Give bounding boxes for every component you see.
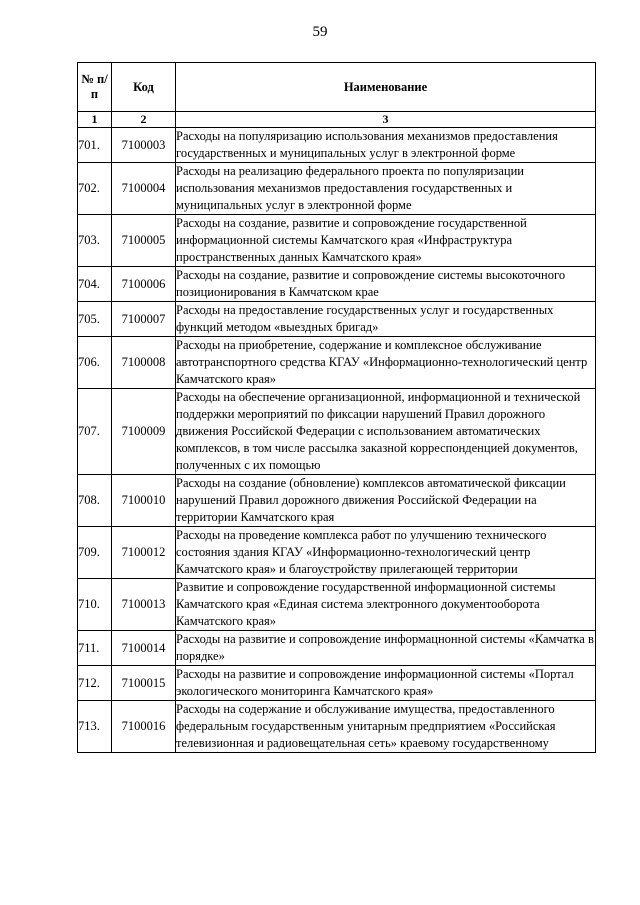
table-row (78, 267, 596, 302)
table-row (78, 701, 596, 753)
table-row (78, 389, 596, 475)
table-row (78, 579, 596, 631)
header-name: Наименование (176, 63, 596, 112)
table-row (78, 475, 596, 527)
table-row (78, 128, 596, 163)
row-number: 711. (78, 631, 112, 666)
row-code: 7100016 (112, 701, 176, 753)
table-row (78, 666, 596, 701)
row-number: 705. (78, 302, 112, 337)
table-row (78, 527, 596, 579)
row-code: 7100009 (112, 389, 176, 475)
row-name: Расходы на реализацию федерального проекта по популяризации использования механизмов предоставления государственных и муниципальных услуг в электронной форме (176, 163, 596, 215)
row-name: Расходы на приобретение, содержание и комплексное обслуживание автотранспортного средства КГАУ «Информационно-технологический центр Камчатского края» (176, 337, 596, 389)
table-body (78, 128, 596, 753)
row-name: Расходы на обеспечение организационной, информационной и технической поддержки мероприятий по фиксации нарушений Правил дорожного движения Российской Федерации с использованием автоматических комплексов, в том числе рассылка заказной корреспонденцией документов, полученных с их помощью (176, 389, 596, 475)
index-col-2: 2 (112, 112, 176, 128)
row-number: 703. (78, 215, 112, 267)
row-number: 708. (78, 475, 112, 527)
row-number: 701. (78, 128, 112, 163)
row-name: Расходы на предоставление государственных услуг и государственных функций методом «выездных бригад» (176, 302, 596, 337)
budget-codes-table (77, 62, 596, 753)
index-col-3: 3 (176, 112, 596, 128)
row-number: 713. (78, 701, 112, 753)
index-col-1: 1 (78, 112, 112, 128)
row-name: Расходы на содержание и обслуживание имущества, предоставленного федеральным государственным унитарным предприятием «Российская телевизионная и радиовещательная сеть» краевому государственному (176, 701, 596, 753)
row-name: Расходы на проведение комплекса работ по улучшению технического состояния здания КГАУ «Информационно-технологический центр Камчатского края» и благоустройству прилегающей территории (176, 527, 596, 579)
row-code: 7100014 (112, 631, 176, 666)
header-num: № п/п (78, 63, 112, 112)
table-row (78, 163, 596, 215)
row-number: 706. (78, 337, 112, 389)
row-code: 7100004 (112, 163, 176, 215)
row-code: 7100007 (112, 302, 176, 337)
row-number: 704. (78, 267, 112, 302)
table-row (78, 337, 596, 389)
row-name: Расходы на развитие и сопровождение информационной системы «Портал экологического мониторинга Камчатского края» (176, 666, 596, 701)
table-row (78, 302, 596, 337)
row-name: Расходы на популяризацию использования механизмов предоставления государственных и муниципальных услуг в электронной форме (176, 128, 596, 163)
row-name: Расходы на развитие и сопровождение информацнонной системы «Камчатка в порядке» (176, 631, 596, 666)
row-code: 7100012 (112, 527, 176, 579)
page-number: 59 (312, 24, 328, 40)
table-index-row (78, 112, 596, 128)
row-name: Развитие и сопровождение государственной информационной системы Камчатского края «Единая система электронного документооборота Камчатского края» (176, 579, 596, 631)
table-header-row (78, 63, 596, 112)
row-code: 7100008 (112, 337, 176, 389)
row-code: 7100010 (112, 475, 176, 527)
table-row (78, 215, 596, 267)
row-code: 7100006 (112, 267, 176, 302)
row-name: Расходы на создание, развитие и сопровождение государственной информационной системы Камчатского края «Инфраструктура пространственных данных Камчатского края» (176, 215, 596, 267)
row-number: 709. (78, 527, 112, 579)
table-row (78, 631, 596, 666)
row-number: 710. (78, 579, 112, 631)
row-code: 7100015 (112, 666, 176, 701)
row-number: 712. (78, 666, 112, 701)
row-code: 7100003 (112, 128, 176, 163)
row-code: 7100013 (112, 579, 176, 631)
row-name: Расходы на создание, развитие и сопровождение системы высокоточного позиционирования в Камчатском крае (176, 267, 596, 302)
row-number: 702. (78, 163, 112, 215)
row-code: 7100005 (112, 215, 176, 267)
row-number: 707. (78, 389, 112, 475)
header-code: Код (112, 63, 176, 112)
row-name: Расходы на создание (обновление) комплексов автоматической фиксации нарушений Правил дорожного движения Российской Федерации на территории Камчатского края (176, 475, 596, 527)
